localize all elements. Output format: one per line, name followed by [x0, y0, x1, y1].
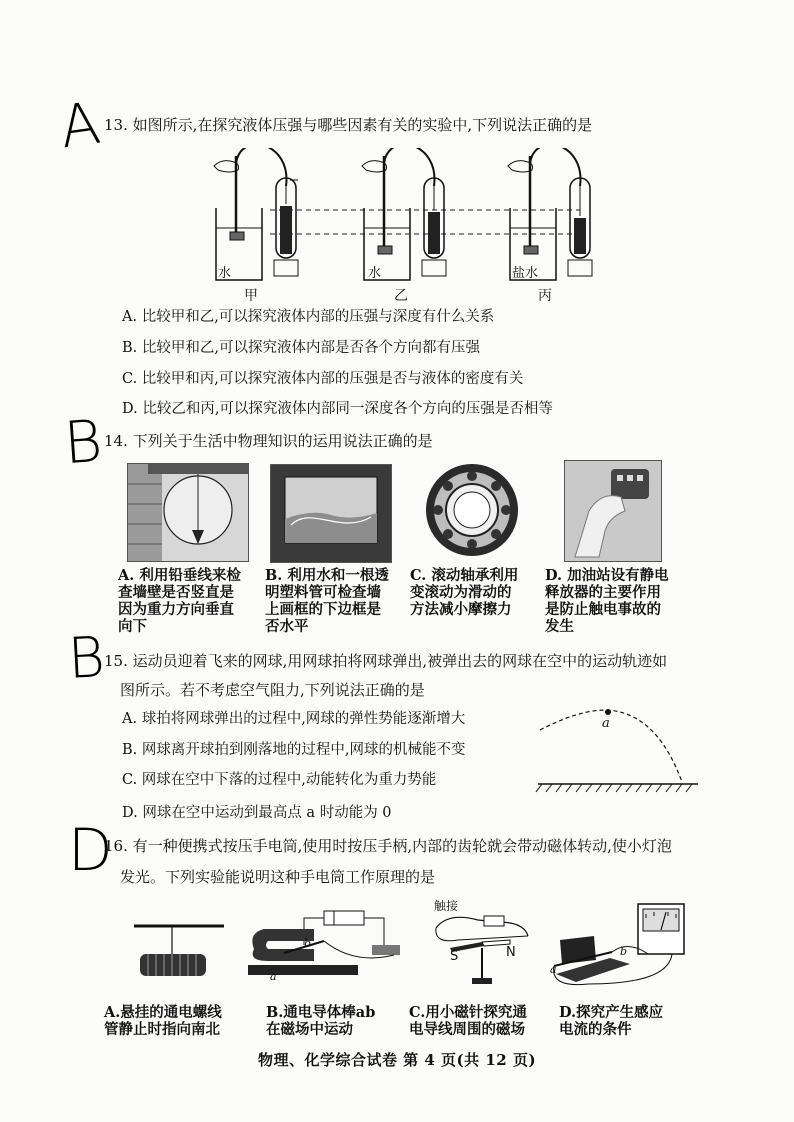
q16-caption-a: A.悬挂的通电螺线 管静止时指向南北 [104, 1004, 222, 1038]
plumb-line-photo [127, 463, 249, 562]
setup-bing [508, 148, 592, 280]
q16-caption-d: D.探究产生感应 电流的条件 [559, 1004, 664, 1038]
question-16-stem-line1: 16. 有一种便携式按压手电筒,使用时按压手柄,内部的齿轮就会带动磁体转动,使小灯泡 [104, 837, 672, 855]
point-a-label: a [602, 716, 610, 731]
label-yi: 乙 [394, 288, 408, 304]
q13-option-d: D. 比较乙和丙,可以探究液体内部同一深度各个方向的压强是否相等 [122, 401, 553, 417]
induced-current-diagram [548, 900, 690, 990]
question-15-stem-line2: 图所示。若不考虑空气阻力,下列说法正确的是 [120, 681, 425, 699]
liquid-pressure-diagram [200, 148, 610, 306]
question-16-stem-line2: 发光。下列实验能说明这种手电筒工作原理的是 [120, 868, 436, 886]
north-pole-label: N [506, 945, 516, 960]
label-jia: 甲 [244, 288, 258, 304]
handwritten-answer-15: B [66, 625, 107, 692]
q13-option-c: C. 比较甲和丙,可以探究液体内部的压强是否与液体的密度有关 [122, 371, 524, 387]
label-water-jia: 水 [218, 266, 232, 281]
q13-option-a: A. 比较甲和乙,可以探究液体内部的压强与深度有什么关系 [122, 309, 495, 325]
q16-caption-c: C.用小磁针探究通 电导线周围的磁场 [409, 1004, 527, 1038]
q15-option-c: C. 网球在空中下落的过程中,动能转化为重力势能 [122, 772, 437, 788]
q15-option-d: D. 网球在空中运动到最高点 a 时动能为 0 [122, 805, 392, 821]
d-label-b: b [620, 945, 628, 958]
label-water-yi: 水 [368, 266, 382, 281]
q15-option-b: B. 网球离开球拍到刚落地的过程中,网球的机械能不变 [122, 742, 466, 758]
handwritten-answer-13: A [55, 88, 105, 162]
q14-caption-d: D. 加油站设有静电 释放器的主要作用 是防止触电事故的 发生 [545, 567, 669, 635]
setup-jia [214, 148, 298, 280]
south-pole-label: S [450, 949, 459, 964]
label-saltwater-bing: 盐水 [512, 266, 539, 281]
ball-bearing-photo [422, 460, 522, 560]
b-label-a: a [270, 970, 277, 983]
compass-and-wire-diagram [428, 908, 548, 990]
page-footer: 物理、化学综合试卷 第 4 页(共 12 页) [257, 1051, 537, 1069]
q13-option-b: B. 比较甲和乙,可以探究液体内部是否各个方向都有压强 [122, 340, 480, 356]
question-15-stem-line1: 15. 运动员迎着飞来的网球,用网球拍将网球弹出,被弹出去的网球在空中的运动轨迹如 [104, 652, 668, 670]
question-13-stem: 13. 如图所示,在探究液体压强与哪些因素有关的实验中,下列说法正确的是 [104, 116, 593, 134]
q14-caption-c: C. 滚动轴承利用 变滚动为滑动的 方法减小摩擦力 [410, 567, 519, 618]
handwritten-answer-14: B [61, 406, 105, 478]
q15-option-a: A. 球拍将网球弹出的过程中,网球的弹性势能逐渐增大 [122, 711, 466, 727]
d-label-a: a [550, 963, 557, 976]
water-level-photo [270, 464, 392, 563]
b-label-b: b [304, 937, 312, 950]
setup-yi [362, 148, 446, 280]
q14-caption-a: A. 利用铅垂线来检 查墙壁是否竖直是 因为重力方向垂直 向下 [118, 567, 241, 635]
q14-caption-b: B. 利用水和一根透 明塑料管可检查墙 上画框的下边框是 否水平 [265, 567, 389, 635]
question-14-stem: 14. 下列关于生活中物理知识的运用说法正确的是 [104, 432, 433, 450]
label-bing: 丙 [538, 288, 552, 304]
handwritten-answer-16: D [68, 816, 113, 884]
hanging-solenoid-diagram [128, 920, 228, 990]
static-discharger-photo [564, 460, 662, 562]
q16-caption-b: B.通电导体棒ab 在磁场中运动 [266, 1004, 376, 1038]
touch-label: 触接 [434, 899, 459, 913]
tennis-trajectory-diagram [530, 700, 700, 796]
